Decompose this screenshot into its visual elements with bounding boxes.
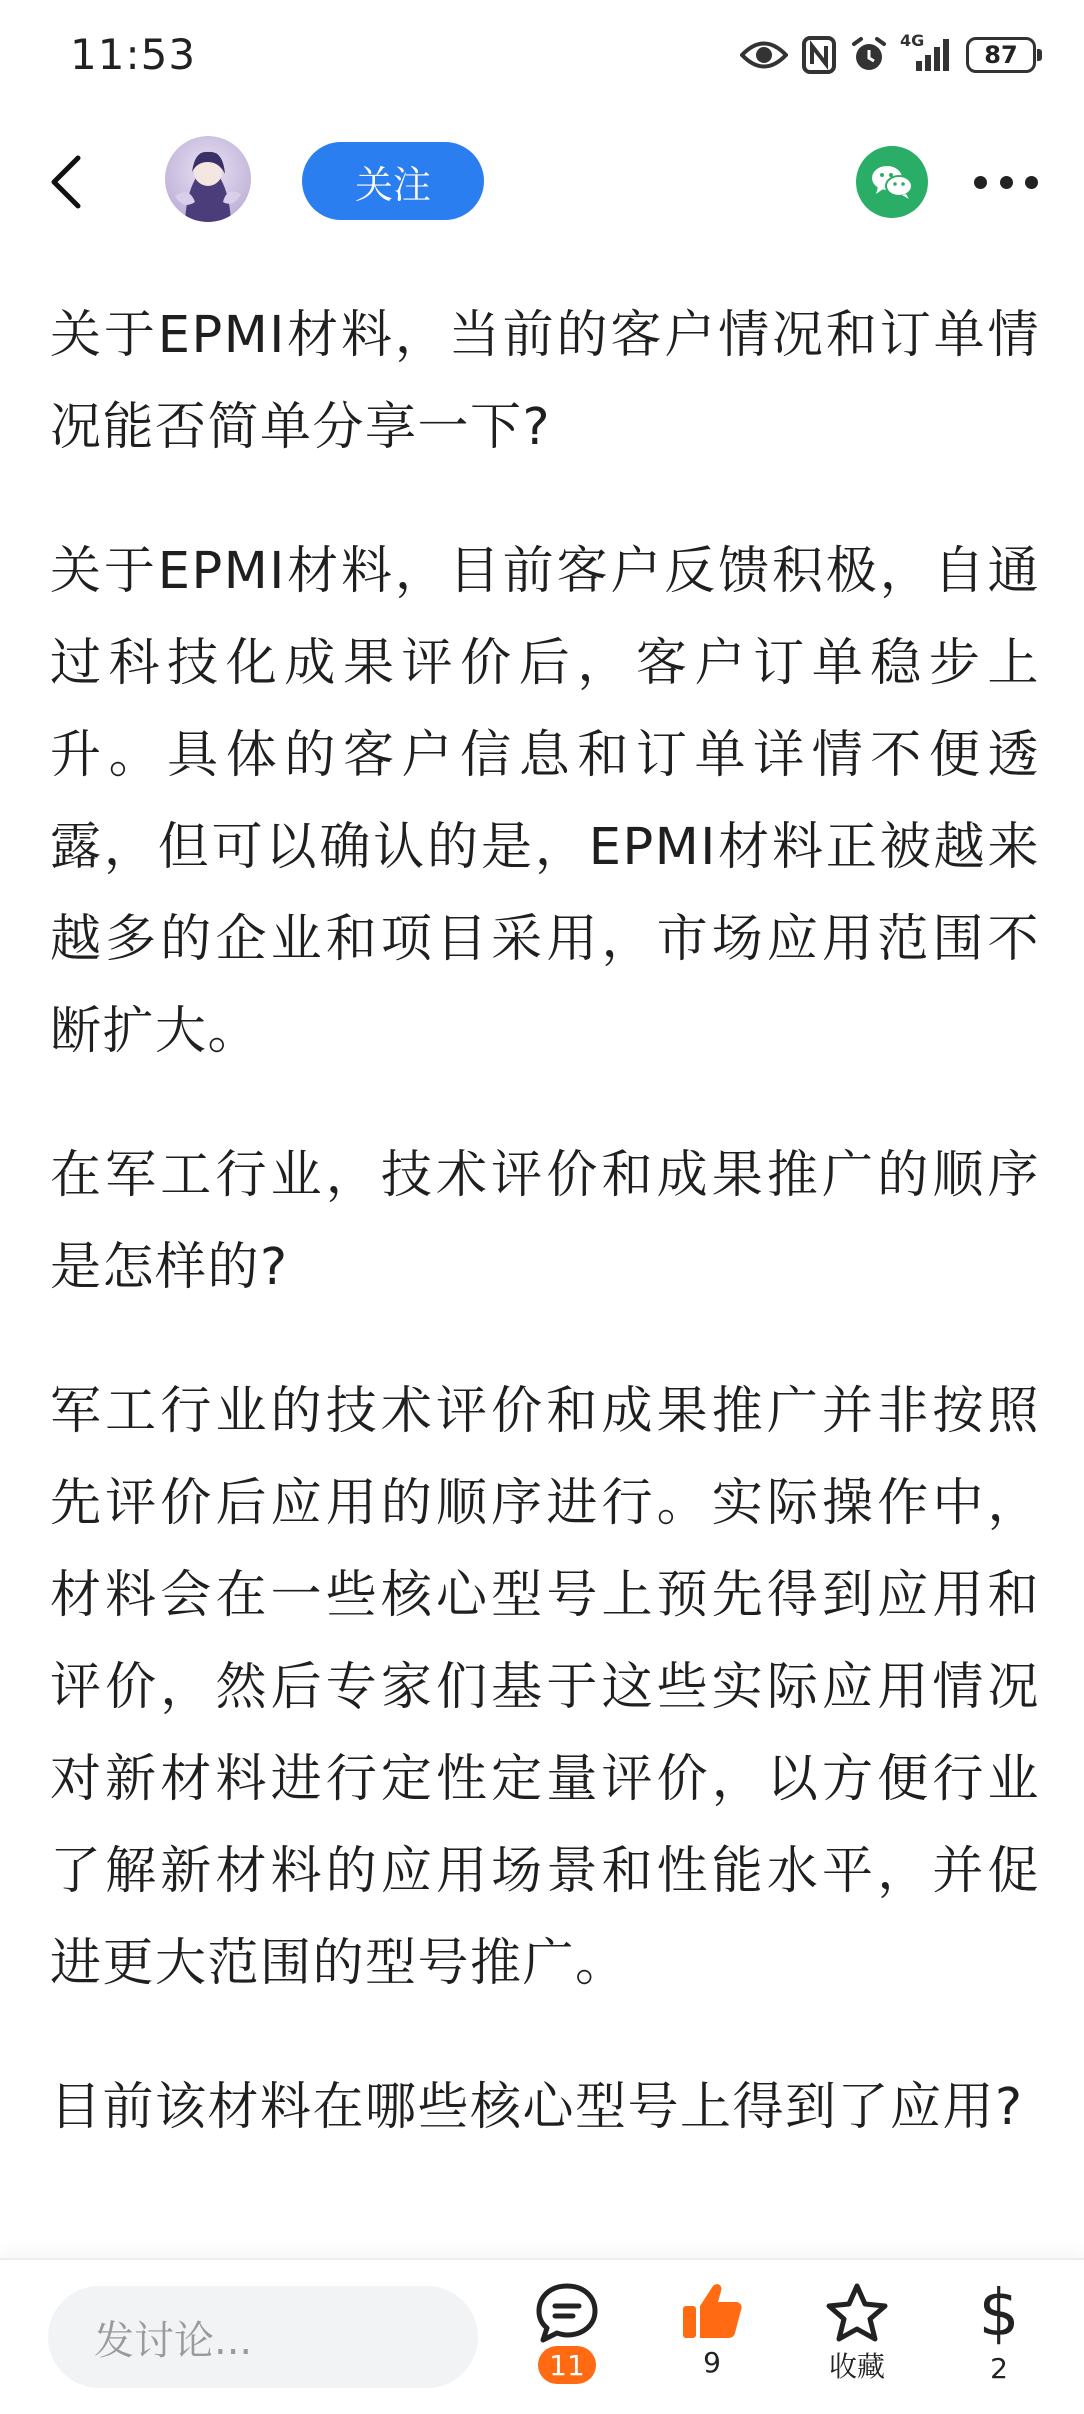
article-header <box>0 130 1084 234</box>
article-body <box>50 290 1040 2206</box>
signal-icon <box>900 31 952 73</box>
network-type: 4G <box>900 31 925 50</box>
eye-icon <box>740 38 788 72</box>
question-paragraph: 目前该材料在哪些核心型号上得到了应用? <box>50 2078 1024 2137</box>
nfc-icon <box>802 36 836 74</box>
author-avatar[interactable] <box>165 136 251 222</box>
alarm-icon <box>850 36 888 74</box>
comments-button[interactable] <box>512 2282 622 2384</box>
wechat-share-button[interactable] <box>856 146 928 218</box>
comment-input[interactable]: 发讨论... <box>48 2286 478 2388</box>
back-button[interactable] <box>40 152 100 212</box>
favorite-label: 收藏 <box>828 2350 885 2383</box>
dollar-icon: $ <box>978 2277 1020 2351</box>
question-paragraph: 关于EPMI材料，当前的客户情况和订单情况能否简单分享一下? <box>50 306 1040 457</box>
answer-paragraph: 关于EPMI材料，目前客户反馈积极，自通过科技化成果评价后，客户订单稳步上升。具体的客户信息和订单详情不便透露，但可以确认的是，EPMI材料正被越来越多的企业和项目采用，市场应用范围不断扩大。 <box>50 542 1040 1061</box>
favorite-button[interactable] <box>802 2282 912 2384</box>
thumbs-up-icon <box>681 2282 743 2340</box>
follow-button[interactable]: 关注 <box>302 142 484 220</box>
status-icons <box>740 30 1036 80</box>
question-paragraph: 在军工行业，技术评价和成果推广的顺序是怎样的? <box>50 1146 1040 1297</box>
more-dot <box>974 176 987 189</box>
battery-indicator: 87 <box>966 37 1036 73</box>
comment-count-badge: 11 <box>538 2346 596 2384</box>
status-time: 11:53 <box>70 30 197 79</box>
more-dot <box>1000 176 1013 189</box>
more-options-button[interactable] <box>974 154 1038 210</box>
star-icon <box>825 2282 889 2344</box>
answer-paragraph: 军工行业的技术评价和成果推广并非按照先评价后应用的顺序进行。实际操作中，材料会在一些核心型号上预先得到应用和评价，然后专家们基于这些实际应用情况对新材料进行定性定量评价，以方便行业了解新材料的应用场景和性能水平，并促进更大范围的型号推广。 <box>50 1382 1040 1993</box>
comment-icon <box>535 2282 599 2344</box>
more-dot <box>1025 176 1038 189</box>
like-count: 9 <box>703 2346 721 2379</box>
like-button[interactable] <box>657 2282 767 2380</box>
reward-count: 2 <box>990 2352 1008 2385</box>
status-bar <box>0 0 1084 110</box>
chevron-left-icon <box>40 152 100 212</box>
reward-button[interactable] <box>944 2277 1054 2386</box>
wechat-icon <box>870 163 914 201</box>
bottom-action-bar <box>0 2258 1084 2414</box>
